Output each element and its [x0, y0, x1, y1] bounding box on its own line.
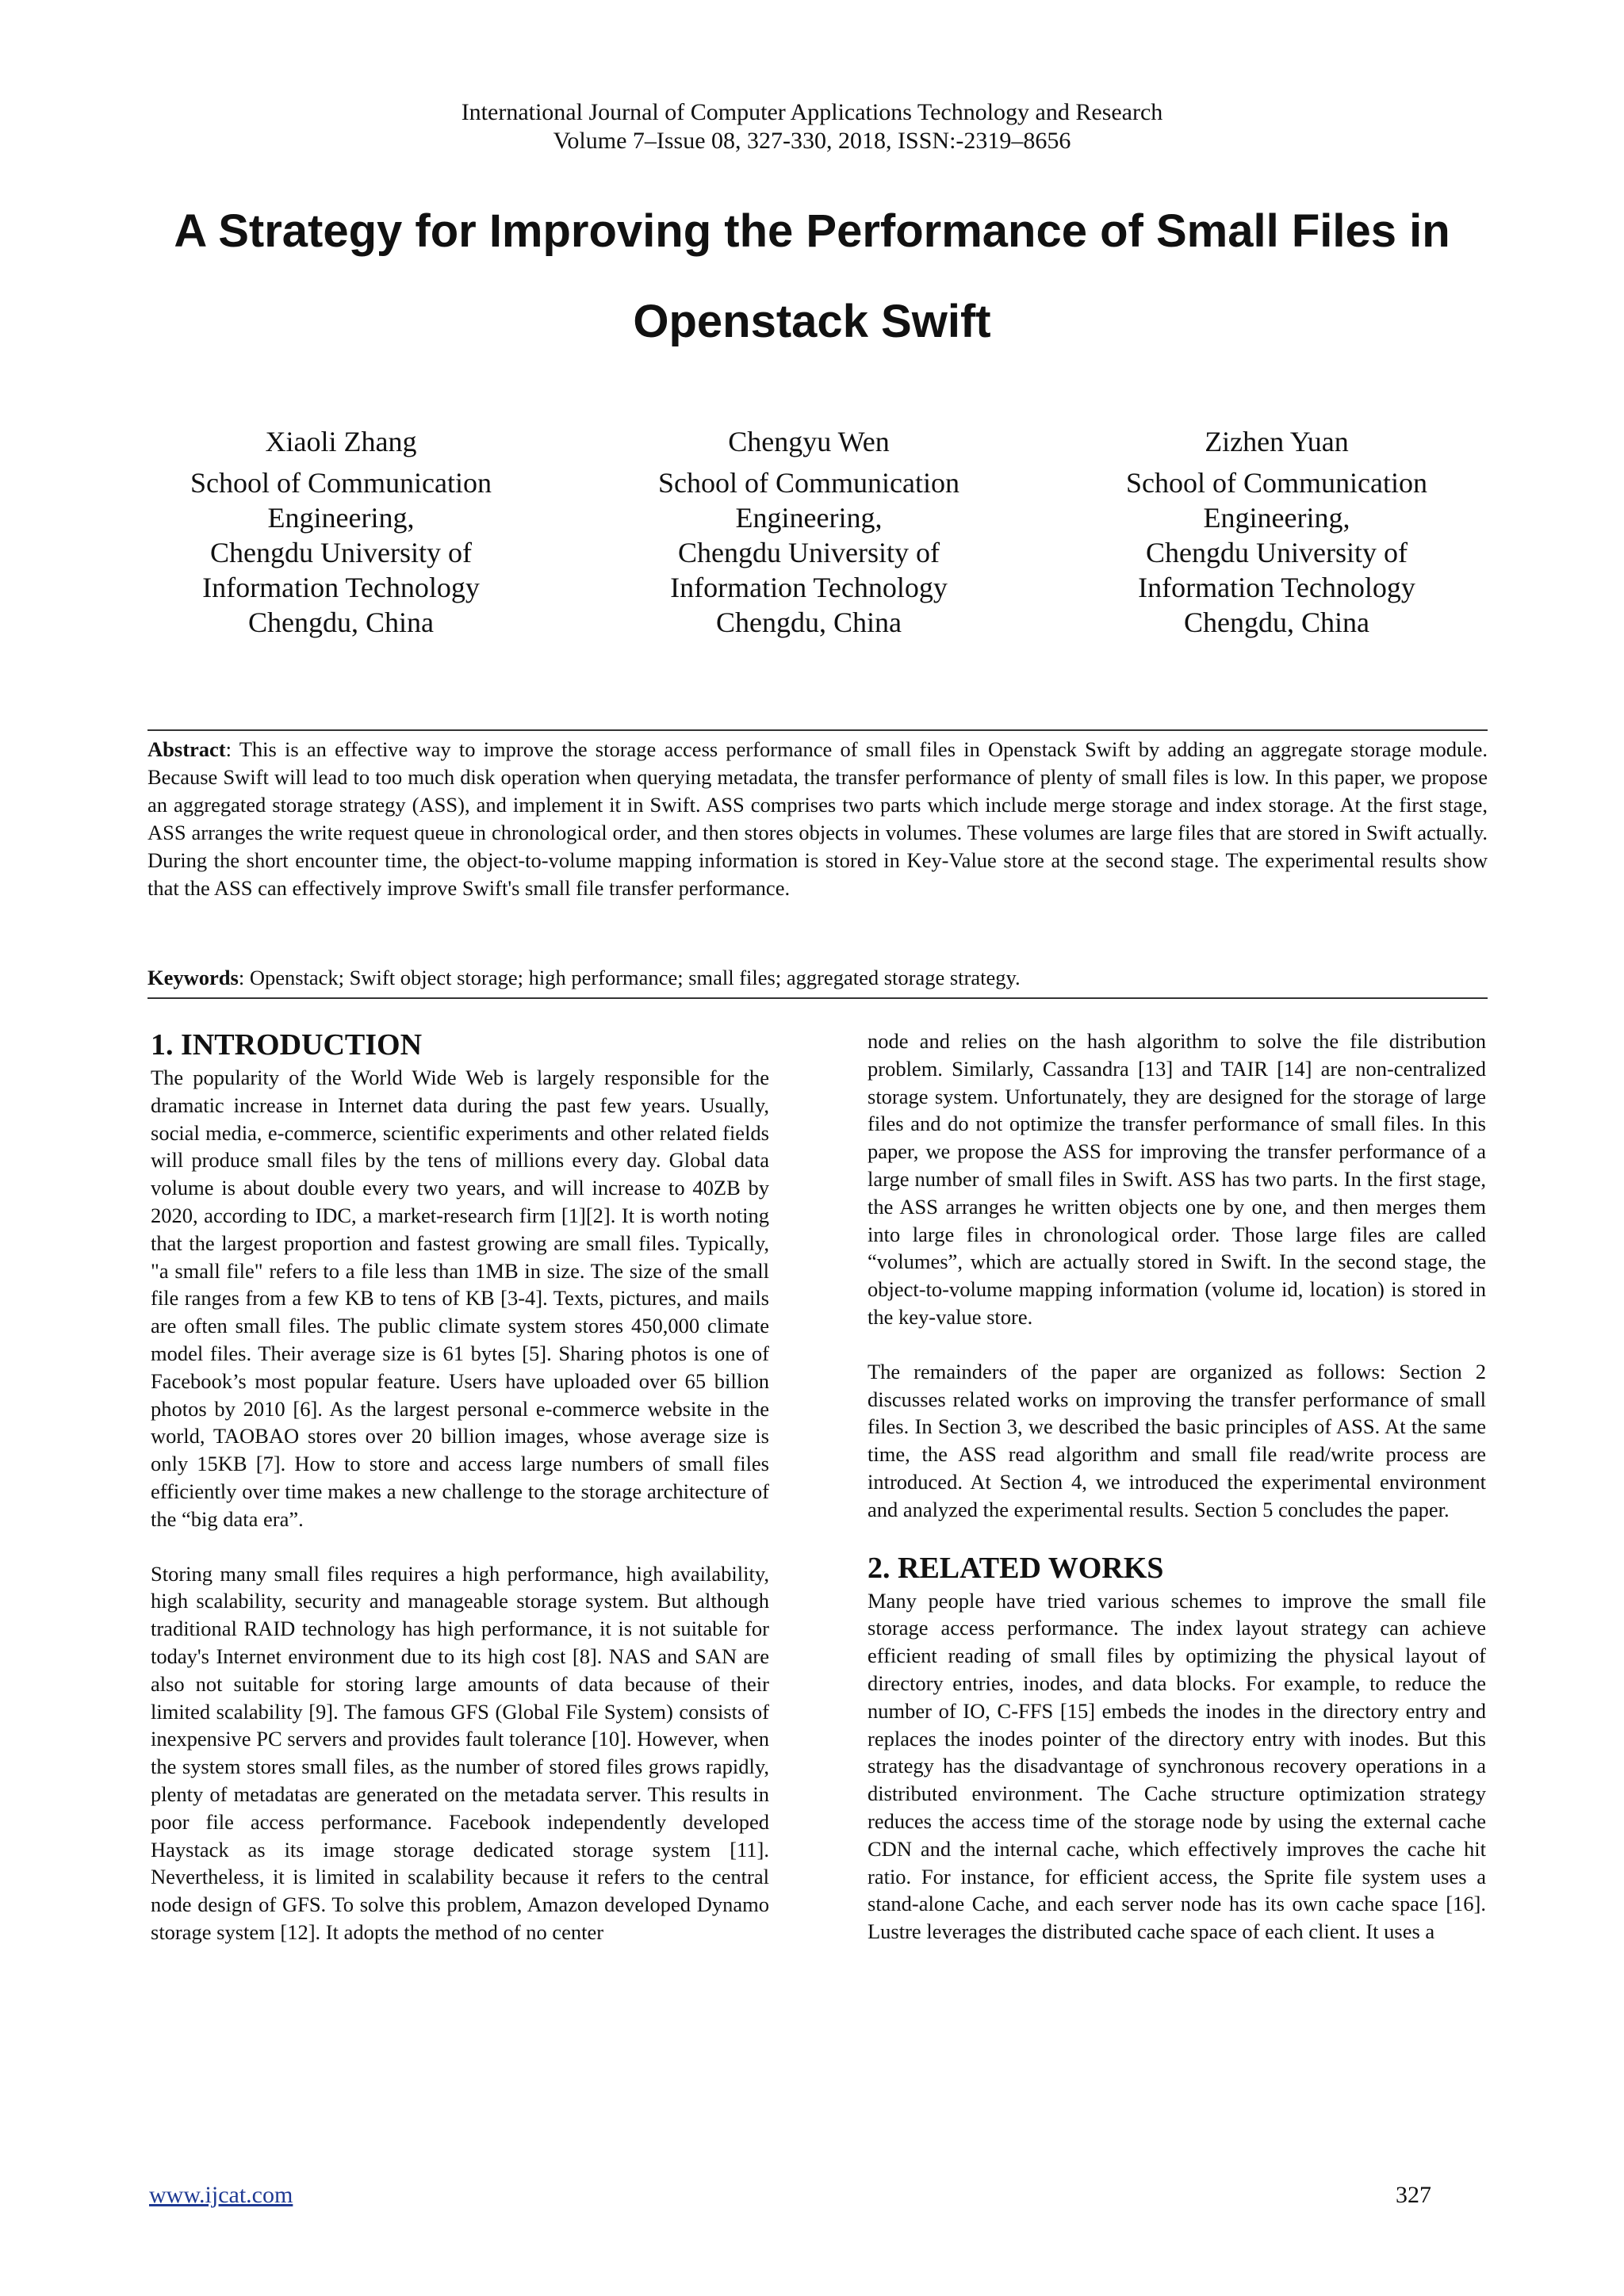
keywords — [147, 964, 1488, 992]
section-heading-related-works: 2. RELATED WORKS — [868, 1551, 1164, 1585]
author-affiliation-line: School of Communication — [1126, 467, 1427, 499]
author-name: Zizhen Yuan — [1205, 426, 1349, 457]
page-number: 327 — [1396, 2182, 1431, 2208]
paragraph: Storing many small files requires a high performance, high availability, high scalability, security and manageable storage system. But although traditional RAID technology has high performance, it is not suitable for today's Internet environment due to its high cost [8]. NAS and SAN are also not suitable for storing large amounts of data because of their limited scalability [9]. The famous GFS (Global File System) consists of inexpensive PC servers and provides fault tolerance [10]. However, when the system stores small files, as the number of stored files grows rapidly, plenty of metadatas are generated on the metadata server. This results in poor file access performance. Facebook independently developed Haystack as its image storage dedicated storage system [11]. Nevertheless, it is limited in scalability because it refers to the central node design of GFS. To solve this problem, Amazon developed Dynamo storage system [12]. It adopts the method of no center — [151, 1561, 769, 1944]
paragraph: The remainders of the paper are organized as follows: Section 2 discusses related works on improving the transfer performance of small files. In Section 3, we described the basic principles of ASS. At the same time, the ASS read algorithm and small file read/write process are introduced. At Section 4, we introduced the experimental environment and analyzed the experimental results. Section 5 concludes the paper. — [868, 1359, 1486, 1521]
footer-website-link[interactable]: www.ijcat.com — [149, 2182, 293, 2208]
author-affiliation-line: School of Communication — [658, 467, 959, 499]
author-affiliation-line: Chengdu, China — [1184, 607, 1369, 638]
author-affiliation-line: Chengdu University of — [678, 537, 940, 568]
journal-volume: Volume 7–Issue 08, 327-330, 2018, ISSN:-2319–8656 — [553, 128, 1071, 154]
abstract-text: : This is an effective way to improve the storage access performance of small files in Openstack Swift by adding an aggregate storage module. Because Swift will lead to too much disk operation when querying metadata, the transfer performance of plenty of small files is low. In this paper, we propose an aggregated storage strategy (ASS), and implement it in Swift. ASS comprises two parts which include merge storage and index storage. At the first stage, ASS arranges the write request queue in chronological order, and then stores objects in volumes. These volumes are large files that are stored in Swift actually. During the short encounter time, the object-to-volume mapping information is stored in Key-Value store at the second stage. The experimental results show that the ASS can effectively improve Swift's small file transfer performance. — [147, 737, 1488, 900]
keywords-text: : Openstack; Swift object storage; high performance; small files; aggregated storage strategy. — [238, 966, 1021, 989]
abstract — [147, 736, 1488, 902]
author-list — [143, 424, 1475, 640]
journal-header — [0, 98, 1624, 155]
author-affiliation-line: Engineering, — [267, 502, 415, 534]
author-block — [611, 424, 1007, 640]
author-affiliation-line: Chengdu University of — [1146, 537, 1408, 568]
right-column — [868, 1027, 1486, 1946]
journal-name: International Journal of Computer Applications Technology and Research — [461, 99, 1163, 125]
author-affiliation-line: School of Communication — [190, 467, 492, 499]
paragraph: The popularity of the World Wide Web is largely responsible for the dramatic increase in Internet data during the past few years. Usually, social media, e-commerce, scientific experiments and other related fields will produce small files by the tens of millions every day. Global data volume is about double every two years, and will increase to 40ZB by 2020, according to IDC, a market-research firm [1][2]. It is worth noting that the largest proportion and fastest growing are small files. Typically, "a small file" refers to a file less than 1MB in size. The size of the small file ranges from a few KB to tens of KB [3-4]. Texts, pictures, and mails are often small files. The public climate system stores 450,000 climate model files. Their average size is 61 bytes [5]. Sharing photos is one of Facebook’s most popular feature. Users have uploaded over 65 billion photos by 2010 [6]. As the largest personal e-commerce website in the world, TAOBAO stores over 20 billion images, whose average size is only 15KB [7]. How to store and access large numbers of small files efficiently over time makes a new challenge to the storage architecture of the “big data era”. — [151, 1066, 769, 1531]
abstract-top-rule — [147, 729, 1488, 731]
author-affiliation-line: Information Technology — [1138, 572, 1415, 603]
section-heading-introduction: 1. INTRODUCTION — [151, 1028, 423, 1062]
author-affiliation-line: Engineering, — [1203, 502, 1350, 534]
author-block — [1078, 424, 1475, 640]
author-block — [143, 424, 539, 640]
author-affiliation-line: Chengdu, China — [248, 607, 434, 638]
author-name: Chengyu Wen — [728, 426, 890, 457]
author-affiliation-line: Chengdu University of — [210, 537, 472, 568]
author-affiliation-line: Information Technology — [202, 572, 480, 603]
paragraph: Many people have tried various schemes to improve the small file storage access performance. The index layout strategy can achieve efficient reading of small files by optimizing the physical layout of directory entries, inodes, and data blocks. For example, to reduce the number of IO, C-FFS [15] embeds the inodes in the directory entry and replaces the inodes pointer of the directory entry with inodes. But this strategy has the disadvantage of synchronous recovery operations in a distributed environment. The Cache structure optimization strategy reduces the access time of the storage node by using the external cache CDN and the internal cache, which effectively improves the cache hit ratio. For instance, for efficient access, the Sprite file system uses a stand-alone Cache, and each server node has its own cache space [16]. Lustre leverages the distributed cache space of each client. It uses a — [868, 1588, 1486, 1944]
author-affiliation-line: Engineering, — [735, 502, 883, 534]
paragraph: node and relies on the hash algorithm to solve the file distribution problem. Similarly, Cassandra [13] and TAIR [14] are non-centralized storage system. Unfortunately, they are designed for the storage of large files and do not optimize the transfer performance of small files. In this paper, we propose the ASS for improving the transfer performance of a large number of small files in Swift. ASS has two parts. In the first stage, the ASS arranges he written objects one by one, and then merges them into large files in chronological order. Those large files are called “volumes”, which are actually stored in Swift. In the second stage, the object-to-volume mapping information (volume id, location) is stored in the key-value store. — [868, 1029, 1486, 1329]
abstract-bottom-rule — [147, 997, 1488, 999]
author-affiliation-line: Information Technology — [670, 572, 948, 603]
author-affiliation-line: Chengdu, China — [716, 607, 902, 638]
paper-title: A Strategy for Improving the Performance of Small Files in Openstack Swift — [174, 205, 1450, 347]
abstract-label: Abstract — [147, 737, 226, 761]
left-column — [151, 1027, 769, 1946]
keywords-label: Keywords — [147, 966, 239, 989]
author-name: Xiaoli Zhang — [265, 426, 417, 457]
